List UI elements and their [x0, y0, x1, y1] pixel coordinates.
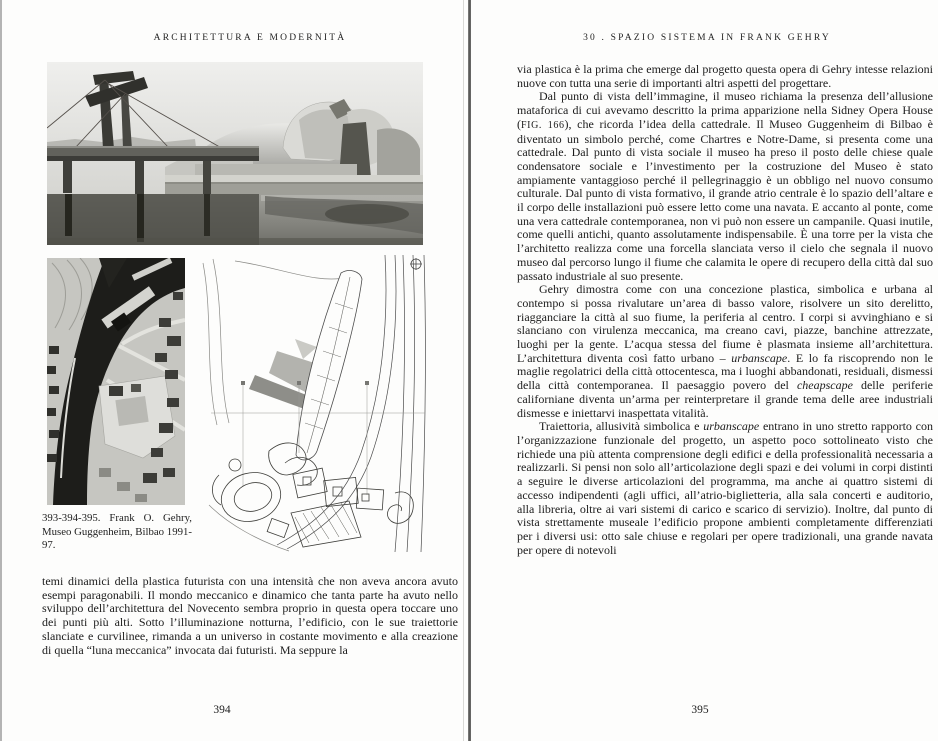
text-segment-italic: urbanscape — [703, 419, 760, 434]
site-plan-graphic — [199, 255, 430, 552]
text-segment: Dal punto di vista dell’immagine, il museo richiama la presenza dell’allusione mataforica di cui avevamo descritto la prima apparizione nella Sidney Opera House ( — [517, 89, 933, 131]
figure-main-photo — [47, 62, 423, 245]
left-running-head: ARCHITETTURA E MODERNITÀ — [153, 33, 347, 43]
right-running-head: 30 . SPAZIO SISTEMA IN FRANK GEHRY — [583, 33, 831, 43]
text-segment-italic: urbanscape — [731, 350, 788, 365]
text-segment: Traiettoria, allusività simbolica e — [539, 419, 704, 434]
body-paragraph — [517, 63, 933, 90]
figure-caption: 393-394-395. Frank O. Gehry, Museo Guggenheim, Bilbao 1991-97. — [42, 512, 192, 551]
body-paragraph — [42, 575, 458, 657]
text-segment-sc: FIG. 166 — [521, 119, 565, 131]
scan-left-edge — [0, 0, 2, 741]
left-body — [42, 575, 458, 657]
body-paragraph — [517, 283, 933, 420]
right-body — [517, 63, 933, 557]
text-segment: via plastica è la prima che emerge dal progetto questa opera di Gehry intesse relazioni nuove con tutta una serie di importanti altri aspetti del progettare. — [517, 62, 933, 90]
text-segment-italic: cheapscape — [796, 378, 853, 393]
text-segment: . E lo fa riscoprendo non le maglie regolatrici della città ottocentesca, ma i luoghi abbandonati, residuali, dismessi della città contemporanea. Il paesaggio povero del — [517, 350, 933, 393]
body-paragraph — [517, 420, 933, 557]
left-page-number: 394 — [213, 704, 231, 716]
body-paragraph — [517, 90, 933, 283]
figure-site-plan — [199, 255, 430, 552]
page-edge-shadow — [463, 0, 464, 741]
right-page-number: 395 — [691, 704, 709, 716]
text-segment: ), che ricorda l’idea della cattedrale. Il Museo Guggenheim di Bilbao è diventato un simbolo perché, come Chartres e Notre-Dame, si presenta come una cattedrale. Dal punto di vista sociale il museo ha preso il posto delle chiese quale condensatore sociale e l’investimento per la costruzione del Museo è stato ampiamente vantaggioso perché il pellegrinaggio è un obbligo nel nuovo consumo culturale. Dal punto di vista formativo, il grande atrio centrale è lo spazio dell’altare e il corpo delle installazioni può essere letto come una navata. E accanto al ponte, come una vera cattedrale contemporanea, non vi può non essere un campanile. Quasi inutile, come quelli antichi, quanto assolutamente indispensabile. È una torre per la vista che l’architetto realizza come una forcella slanciata verso il cielo che segnala il nuovo museo dal percorso lungo il fiume che calamita le opere di recupero della città dal suo passato industriale al suo presente. — [517, 116, 933, 283]
spread-gutter-line — [468, 0, 471, 741]
aerial-photo-graphic — [47, 258, 185, 505]
text-segment: delle periferie californiane diventa un’arma per reinterpretare il grande tema delle aree industriali dismesse e iniettarvi inaspettata vitalità. — [517, 378, 933, 420]
text-segment: Gehry dimostra come con una concezione plastica, simbolica e urbana al contempo si possa rivalutare un’area di basso valore, risolvere un sito derelitto, riagganciare la città al suo fiume, la periferia al centro. I corpi si avvinghiano e si slanciano con virulenza meccanica, ma creano cavi, piazze, banchine attrezzate, luoghi per la gente. L’acqua stessa del fiume è plasmata insieme all’architettura. L’architettura diventa così fatto urbano – — [517, 282, 933, 365]
figure-aerial-photo — [47, 258, 185, 505]
text-segment: entrano in uno stretto rapporto con l’organizzazione funzionale del progetto, un aspetto poco sottolineato visto che richiede una più attenta comprensione degli edifici e della professionalità necessaria a realizzarli. Si pensi non solo all’articolazione degli spazi e dei volumi in corpi distinti a seguire le diverse articolazioni del programma, ma anche ai quattro sistemi di accesso indipendenti (agli uffici, all’atrio-biglietteria, alla sala concerti e auditorio, alla libreria, oltre ai vari sistemi di carico e scarico di servizio). Inoltre, dal punto di vista strettamente museale l’edificio propone ambienti completamente differenziati per i diversi usi: otto sale chiuse e regolari per opere tradizionali, una grande navata per opere di notevoli — [517, 419, 933, 557]
text-segment: temi dinamici della plastica futurista con una intensità che non aveva ancora avuto esempi paragonabili. Il mondo meccanico e dinamico che tanta parte ha avuto nello sviluppo dell’architettura del Novecento sembra proprio in questa opera toccare uno dei punti più alti. Sotto l’illuminazione notturna, l’edificio, con le sue traiettorie slanciate e curvilinee, rimanda a un universo in costante movimento e alla creazione di quella “luna meccanica” invocata dai futuristi. Ma seppure la — [42, 574, 458, 657]
guggenheim-photo-graphic — [47, 62, 423, 245]
